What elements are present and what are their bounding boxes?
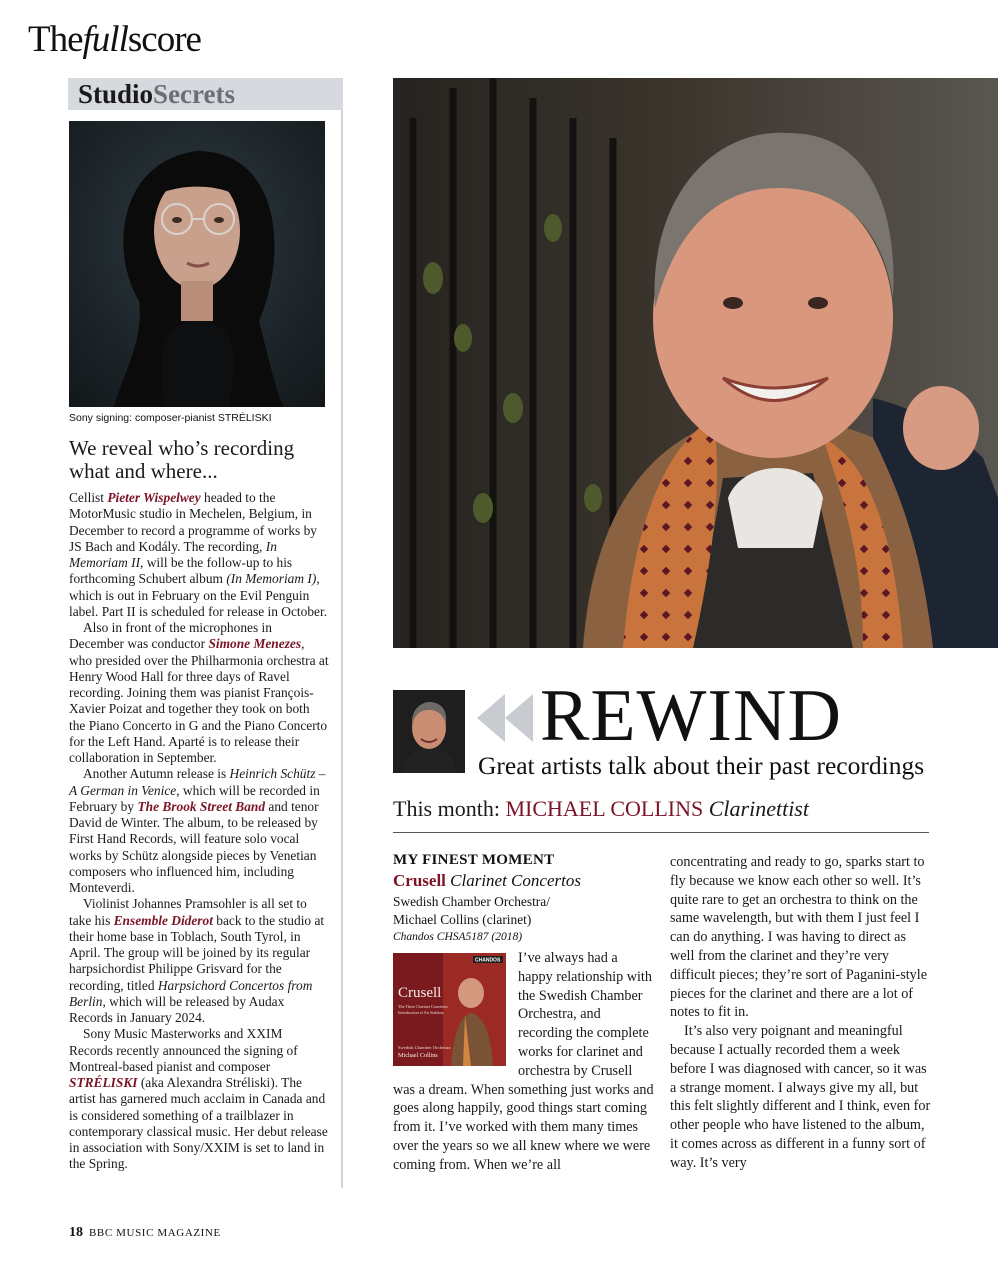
masthead-score: score	[127, 19, 201, 60]
text-run: (aka Alexandra Stréliski). The artist has garnered much acclaim in Canada and is considered something of a trailblazer in contemporary classical music. Her debut release in association with Sony/XXIM is set to land in the Spring.	[69, 1075, 328, 1172]
page-number: 18	[69, 1225, 83, 1240]
sidebar-heading: We reveal who’s recording what and where...	[69, 436, 295, 483]
text-run: and tenor David de Winter. The album, to be released by First Hand Records, will feature solo vocal works by Schütz alongside pieces by Venetian composers who influenced him, including Monteverdi.	[69, 798, 319, 895]
streliski-photo	[69, 121, 325, 407]
collins-thumbnail	[393, 690, 465, 773]
text-run: , which will be recorded in February by	[69, 782, 320, 814]
artist-highlight: STRÉLISKI	[69, 1075, 138, 1090]
page-footer	[69, 1224, 221, 1241]
cover-artist: Michael Collins	[398, 1052, 438, 1059]
collins-thumbnail-illustration	[393, 690, 465, 773]
cover-subtitle: The Three Clarinet Concertos	[398, 1004, 448, 1009]
collins-portrait-illustration	[393, 78, 998, 648]
work-name: Clarinet Concertos	[450, 871, 581, 890]
finest-moment-label: MY FINEST MOMENT	[393, 852, 555, 868]
artist-name: MICHAEL COLLINS	[505, 796, 704, 821]
album-title: (In Memoriam I)	[226, 571, 317, 587]
artist-highlight: Ensemble Diderot	[113, 912, 213, 928]
text-run: , which is out in February on the Evil Penguin label. Part II is scheduled for release in October.	[69, 571, 328, 619]
this-month-prefix: This month:	[393, 796, 506, 821]
performers-soloist: Michael Collins (clarinet)	[393, 912, 532, 927]
divider	[393, 832, 929, 833]
secrets-word: Secrets	[153, 79, 236, 109]
album-cover-art	[393, 953, 506, 1066]
article-paragraph-2: concentrating and ready to go, sparks start to fly because we know each other so well. It’s quite rare to get an orchestra to think on the same wavelength, but with them I just feel I can do anything. I was having to direct as well from the clarinet and they’re very difficult pieces; they’re sort of Paganini-style pieces for the clarinet and there are a lot of notes to fit in.	[670, 854, 928, 1021]
album-title: Heinrich Schütz – A German in Venice	[69, 766, 326, 798]
sidebar-paragraph-1	[69, 490, 329, 620]
text-run: headed to the MotorMusic studio in Mechelen, Belgium, in December to record a programme of works by JS Bach and Kodály. The recording,	[69, 490, 318, 554]
artist-highlight: Pieter Wispelwey	[107, 490, 201, 505]
record-label-info: Chandos CHSA5187 (2018)	[393, 931, 523, 943]
studio-secrets-header	[68, 78, 343, 110]
composer-name: Crusell	[393, 871, 446, 890]
cover-ensemble: Swedish Chamber Orchestra	[398, 1045, 451, 1050]
masthead	[28, 18, 201, 61]
this-month-line	[393, 795, 809, 823]
article-paragraph-3: It’s also very poignant and meaningful because I actually recorded them a week before I was diagnosed with cancer, so it was a strange moment. I always give my all, but this felt slightly different and I think, even for other people who have listened to the album, it comes across as different in a funny sort of way. It’s very	[670, 1023, 931, 1171]
performers-orchestra: Swedish Chamber Orchestra/	[393, 894, 550, 909]
artist-role: Clarinettist	[708, 796, 809, 821]
sidebar-divider	[341, 78, 343, 1188]
text-run: Cellist	[69, 490, 108, 505]
streliski-portrait-illustration	[69, 121, 325, 407]
studio-word: Studio	[78, 79, 154, 109]
artist-highlight: The Brook Street Band	[137, 798, 266, 814]
cover-brand: CHANDOS	[475, 957, 501, 964]
sidebar-paragraph-4	[69, 896, 329, 1026]
magazine-name: BBC MUSIC MAGAZINE	[89, 1227, 221, 1239]
sidebar-body	[69, 490, 329, 1173]
text-run: back to the studio at their home base in Toblach, South Tyrol, in April. The group will be joined by its regular harpsichordist Philippe Grisvard for the recording, titled	[69, 912, 325, 993]
text-run: Also in front of the microphones in December was conductor	[69, 620, 272, 652]
text-run: , which will be released by Audax Records in January 2024.	[69, 993, 285, 1025]
album-title: Harpsichord Concertos from Berlin	[69, 977, 313, 1009]
performers	[393, 893, 643, 929]
article-column-2	[670, 853, 932, 1173]
sidebar-paragraph-3	[69, 766, 329, 896]
text-run: Violinist Johannes Pramsohler is all set to take his	[69, 896, 307, 928]
cover-title: Crusell	[398, 985, 442, 1001]
rewind-title: REWIND	[540, 675, 842, 757]
text-run: Sony Music Masterworks and XXIM Records recently announced the signing of Montreal-based pianist and composer	[69, 1026, 298, 1074]
sidebar-paragraph-5	[69, 1026, 329, 1172]
cover-subtitle-2: Introduction et Air Suédois	[398, 1010, 444, 1015]
artist-highlight: Simone Menezes	[208, 636, 302, 652]
text-run: Another Autumn release is	[83, 766, 230, 782]
text-run: , who presided over the Philharmonia orchestra at Henry Wood Hall for three days of Ravel recording. Joining them was pianist François-Xavier Poizat and together they took on both the Piano Concerto in G and the Piano Concerto for the Left Hand. Aparté is to release their collaboration in September.	[69, 636, 329, 765]
album-title: In Memoriam II	[69, 538, 277, 570]
work-title	[393, 871, 581, 891]
streliski-photo-caption: Sony signing: composer-pianist STRÉLISKI	[69, 412, 272, 424]
masthead-full: full	[82, 19, 128, 60]
rewind-subtitle: Great artists talk about their past recordings	[478, 751, 925, 780]
rewind-icon	[477, 694, 533, 742]
sidebar-paragraph-2	[69, 620, 329, 766]
michael-collins-photo	[393, 78, 998, 648]
masthead-the: The	[28, 19, 83, 60]
article-paragraph-1: I’ve always had a happy relationship with the Swedish Chamber Orchestra, and recording the complete works for clarinet and orchestra by Crusell was a dream. When something just works and goes along happily, good things start coming from it. I’ve worked with them many times over the years so we all knew where we were coming from. When we’re all	[393, 950, 654, 1173]
album-cover	[393, 953, 506, 1066]
text-run: , will be the follow-up to his forthcoming Schubert album	[69, 555, 293, 587]
